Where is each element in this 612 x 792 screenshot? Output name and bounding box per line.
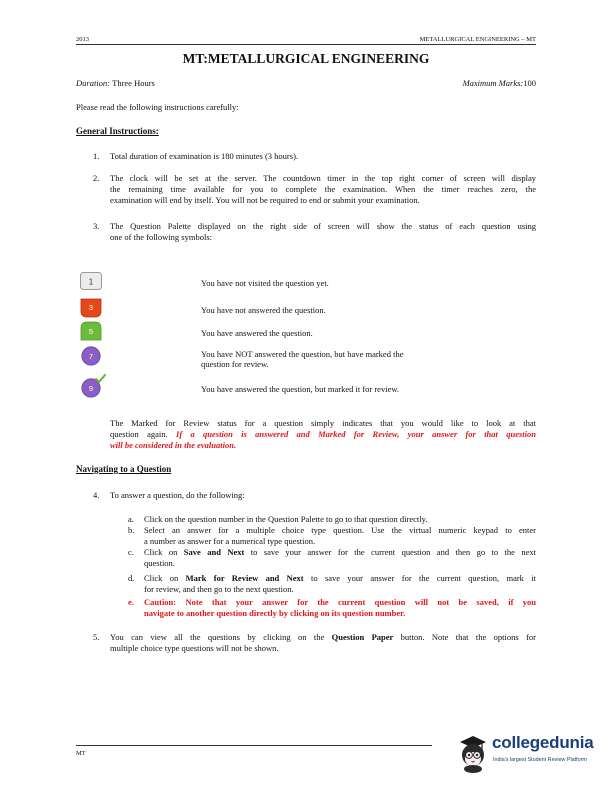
collegedunia-logo	[452, 728, 602, 778]
mascot-icon	[454, 728, 492, 776]
svg-text:7: 7	[88, 352, 94, 361]
not-answered-label: You have not answered the question.	[201, 305, 326, 315]
item-4-number: 4.	[93, 490, 100, 500]
svg-text:1: 1	[88, 277, 94, 287]
header-year: 2013	[76, 36, 89, 43]
step-a-letter: a.	[128, 514, 134, 524]
item-2-text: The clock will be set at the server. The countdown timer in the top right corner of screen will display the remaining time available for you to complete the examination. When the timer reaches zero, the examination will end by itself. You will not be required to end or submit your examination.	[110, 173, 536, 205]
item-1-text: Total duration of examination is 180 minutes (3 hours).	[110, 151, 299, 161]
step-e-caution: Caution: Note that your answer for the current question will not be saved, if you navigate to another question directly by clicking on its question number.	[144, 597, 536, 618]
answered-symbol	[80, 321, 102, 346]
step-a-text: Click on the question number in the Question Palette to go to that question directly.	[144, 514, 428, 524]
item-5-number: 5.	[93, 632, 100, 642]
item-4-text: To answer a question, do the following:	[110, 490, 245, 500]
navigating-heading: Navigating to a Question	[76, 464, 172, 474]
header-divider	[76, 44, 536, 45]
logo-tagline: India's largest Student Review Platform	[493, 757, 587, 763]
item-3-number: 3.	[93, 221, 100, 231]
answered-marked-symbol	[81, 374, 107, 405]
step-c-text: Click on Save and Next to save your answer for the current question and then go to the next question.	[144, 547, 537, 568]
answered-label: You have answered the question.	[201, 328, 313, 338]
logo-name: collegedunia	[492, 733, 594, 752]
footer-divider	[76, 745, 432, 746]
maximum-marks: Maximum Marks:100	[462, 78, 536, 88]
step-e-letter: e.	[128, 597, 134, 607]
item-1-number: 1.	[93, 151, 100, 161]
marked-for-review-symbol	[81, 346, 101, 371]
svg-text:5: 5	[88, 327, 94, 336]
not-visited-symbol	[80, 272, 102, 295]
item-3-text: The Question Palette displayed on the right side of screen will show the status of each question using one of the following symbols:	[110, 221, 536, 242]
step-b-text: Select an answer for a multiple choice type question. Use the virtual numeric keypad to enter a number as answer for a numerical type question.	[144, 525, 536, 546]
step-b-letter: b.	[128, 525, 135, 535]
not-answered-symbol	[80, 298, 102, 323]
item-5-text: You can view all the questions by clicking on the Question Paper button. Note that the options for multiple choice type questions will not be shown.	[110, 632, 536, 653]
review-note: The Marked for Review status for a question simply indicates that you would like to look at that question again. If a question is answered and Marked for Review, your answer for that question will be considered in the evaluation.	[110, 418, 536, 450]
marked-for-review-label: You have NOT answered the question, but have marked the question for review.	[201, 349, 404, 369]
duration: Duration: Three Hours	[76, 78, 155, 88]
intro-text: Please read the following instructions carefully:	[76, 102, 239, 112]
page-title: MT:METALLURGICAL ENGINEERING	[182, 51, 430, 66]
step-d-letter: d.	[128, 573, 135, 583]
svg-text:9: 9	[88, 384, 94, 393]
svg-text:3: 3	[88, 303, 94, 312]
step-d-text: Click on Mark for Review and Next to save your answer for the current question, mark it for review, and then go to the next question.	[144, 573, 536, 594]
not-visited-label: You have not visited the question yet.	[201, 278, 329, 288]
step-c-letter: c.	[128, 547, 134, 557]
item-2-number: 2.	[93, 173, 100, 183]
general-instructions-heading: General Instructions:	[76, 126, 159, 136]
answered-marked-label: You have answered the question, but marked it for review.	[201, 384, 400, 394]
footer-code: MT	[76, 750, 86, 757]
header-subject: METALLURGICAL ENGINEERING – MT	[419, 36, 536, 43]
